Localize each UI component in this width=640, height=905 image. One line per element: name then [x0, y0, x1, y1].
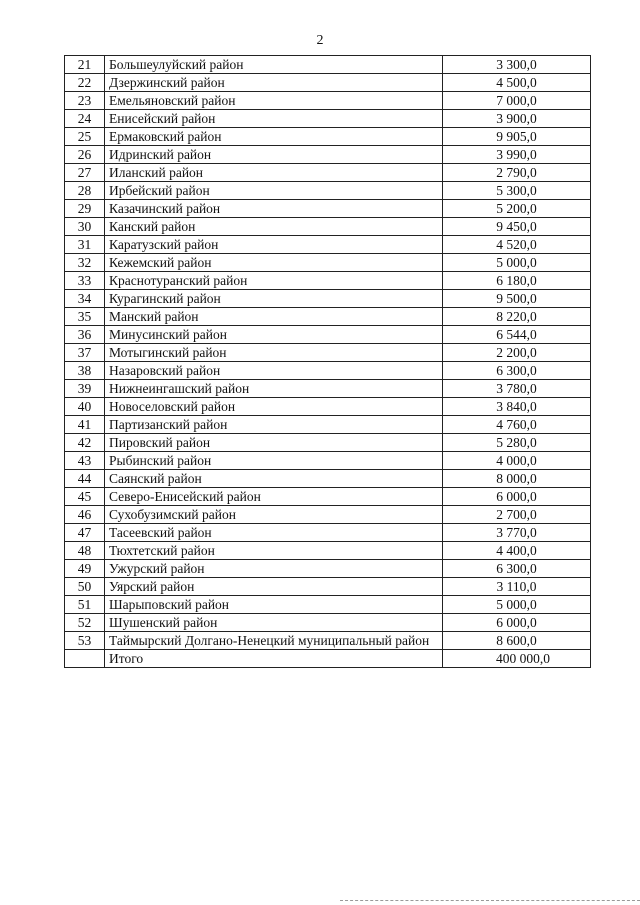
- district-name: Нижнеингашский район: [105, 380, 443, 398]
- district-name: Казачинский район: [105, 200, 443, 218]
- table-row: [65, 398, 591, 416]
- row-number: 49: [65, 560, 105, 578]
- row-number: 51: [65, 596, 105, 614]
- amount: 5 000,0: [443, 596, 591, 614]
- district-name: Манский район: [105, 308, 443, 326]
- table-row: [65, 362, 591, 380]
- row-number: 34: [65, 290, 105, 308]
- row-number: 46: [65, 506, 105, 524]
- amount: 3 900,0: [443, 110, 591, 128]
- row-number: 36: [65, 326, 105, 344]
- table-body: [65, 56, 591, 668]
- table-row: [65, 560, 591, 578]
- table-row: [65, 146, 591, 164]
- table-row: [65, 488, 591, 506]
- amount: 8 600,0: [443, 632, 591, 650]
- district-name: Рыбинский район: [105, 452, 443, 470]
- amount: 400 000,0: [443, 650, 591, 668]
- row-number: 47: [65, 524, 105, 542]
- row-number: 37: [65, 344, 105, 362]
- row-number: 35: [65, 308, 105, 326]
- district-name: Иланский район: [105, 164, 443, 182]
- district-name: Ермаковский район: [105, 128, 443, 146]
- district-name: Новоселовский район: [105, 398, 443, 416]
- amount: 2 700,0: [443, 506, 591, 524]
- amount: 3 840,0: [443, 398, 591, 416]
- district-name: Ужурский район: [105, 560, 443, 578]
- table-row: [65, 290, 591, 308]
- row-number: 53: [65, 632, 105, 650]
- district-name: Енисейский район: [105, 110, 443, 128]
- row-number: 30: [65, 218, 105, 236]
- district-name: Партизанский район: [105, 416, 443, 434]
- table-row: [65, 200, 591, 218]
- district-name: Кежемский район: [105, 254, 443, 272]
- district-name: Шушенский район: [105, 614, 443, 632]
- row-number: 24: [65, 110, 105, 128]
- total-row: [65, 650, 591, 668]
- row-number: 27: [65, 164, 105, 182]
- amount: 3 300,0: [443, 56, 591, 74]
- amount: 6 544,0: [443, 326, 591, 344]
- table-row: [65, 326, 591, 344]
- amount: 5 000,0: [443, 254, 591, 272]
- district-name: Тюхтетский район: [105, 542, 443, 560]
- district-name: Канский район: [105, 218, 443, 236]
- row-number: 43: [65, 452, 105, 470]
- table-row: [65, 380, 591, 398]
- amount: 3 770,0: [443, 524, 591, 542]
- row-number: [65, 650, 105, 668]
- row-number: 41: [65, 416, 105, 434]
- amount: 3 990,0: [443, 146, 591, 164]
- table-row: [65, 110, 591, 128]
- table-row: [65, 182, 591, 200]
- table-row: [65, 578, 591, 596]
- district-name: Северо-Енисейский район: [105, 488, 443, 506]
- table-row: [65, 164, 591, 182]
- amount: 4 500,0: [443, 74, 591, 92]
- table-row: [65, 434, 591, 452]
- table-row: [65, 596, 591, 614]
- district-name: Шарыповский район: [105, 596, 443, 614]
- table-row: [65, 92, 591, 110]
- row-number: 32: [65, 254, 105, 272]
- table-row: [65, 272, 591, 290]
- bottom-edge-line: [340, 900, 640, 901]
- district-name: Каратузский район: [105, 236, 443, 254]
- row-number: 33: [65, 272, 105, 290]
- amount: 5 280,0: [443, 434, 591, 452]
- table-row: [65, 632, 591, 650]
- amount: 9 450,0: [443, 218, 591, 236]
- table-row: [65, 416, 591, 434]
- row-number: 44: [65, 470, 105, 488]
- row-number: 40: [65, 398, 105, 416]
- amount: 6 000,0: [443, 614, 591, 632]
- row-number: 50: [65, 578, 105, 596]
- row-number: 25: [65, 128, 105, 146]
- amount: 9 500,0: [443, 290, 591, 308]
- table-row: [65, 56, 591, 74]
- district-name: Емельяновский район: [105, 92, 443, 110]
- table-row: [65, 236, 591, 254]
- amount: 4 520,0: [443, 236, 591, 254]
- district-name: Идринский район: [105, 146, 443, 164]
- row-number: 28: [65, 182, 105, 200]
- row-number: 22: [65, 74, 105, 92]
- table-row: [65, 542, 591, 560]
- amount: 3 110,0: [443, 578, 591, 596]
- district-name: Саянский район: [105, 470, 443, 488]
- amount: 9 905,0: [443, 128, 591, 146]
- amount: 2 790,0: [443, 164, 591, 182]
- row-number: 23: [65, 92, 105, 110]
- amount: 8 220,0: [443, 308, 591, 326]
- amount: 4 400,0: [443, 542, 591, 560]
- row-number: 42: [65, 434, 105, 452]
- amount: 5 200,0: [443, 200, 591, 218]
- amount: 6 300,0: [443, 362, 591, 380]
- district-name: Сухобузимский район: [105, 506, 443, 524]
- district-name: Дзержинский район: [105, 74, 443, 92]
- amount: 6 000,0: [443, 488, 591, 506]
- district-name: Пировский район: [105, 434, 443, 452]
- table-row: [65, 524, 591, 542]
- table-row: [65, 218, 591, 236]
- amount: 2 200,0: [443, 344, 591, 362]
- row-number: 21: [65, 56, 105, 74]
- row-number: 26: [65, 146, 105, 164]
- page-number: 2: [316, 33, 324, 48]
- district-name: Тасеевский район: [105, 524, 443, 542]
- table-row: [65, 254, 591, 272]
- row-number: 48: [65, 542, 105, 560]
- row-number: 29: [65, 200, 105, 218]
- row-number: 31: [65, 236, 105, 254]
- row-number: 52: [65, 614, 105, 632]
- amount: 7 000,0: [443, 92, 591, 110]
- table-row: [65, 128, 591, 146]
- row-number: 39: [65, 380, 105, 398]
- district-name: Назаровский район: [105, 362, 443, 380]
- table-row: [65, 506, 591, 524]
- row-number: 38: [65, 362, 105, 380]
- district-name: Курагинский район: [105, 290, 443, 308]
- table-row: [65, 470, 591, 488]
- table-row: [65, 344, 591, 362]
- table-row: [65, 452, 591, 470]
- amount: 3 780,0: [443, 380, 591, 398]
- district-name: Мотыгинский район: [105, 344, 443, 362]
- table-row: [65, 614, 591, 632]
- district-name: Итого: [105, 650, 443, 668]
- amount: 4 760,0: [443, 416, 591, 434]
- table-row: [65, 74, 591, 92]
- amount: 6 300,0: [443, 560, 591, 578]
- district-name: Краснотуранский район: [105, 272, 443, 290]
- district-name: Большеулуйский район: [105, 56, 443, 74]
- district-name: Минусинский район: [105, 326, 443, 344]
- amount: 6 180,0: [443, 272, 591, 290]
- district-name: Уярский район: [105, 578, 443, 596]
- district-name: Таймырский Долгано-Ненецкий муниципальный район: [105, 632, 443, 650]
- amount: 4 000,0: [443, 452, 591, 470]
- row-number: 45: [65, 488, 105, 506]
- allocation-table: [64, 55, 591, 668]
- amount: 8 000,0: [443, 470, 591, 488]
- table-row: [65, 308, 591, 326]
- district-name: Ирбейский район: [105, 182, 443, 200]
- amount: 5 300,0: [443, 182, 591, 200]
